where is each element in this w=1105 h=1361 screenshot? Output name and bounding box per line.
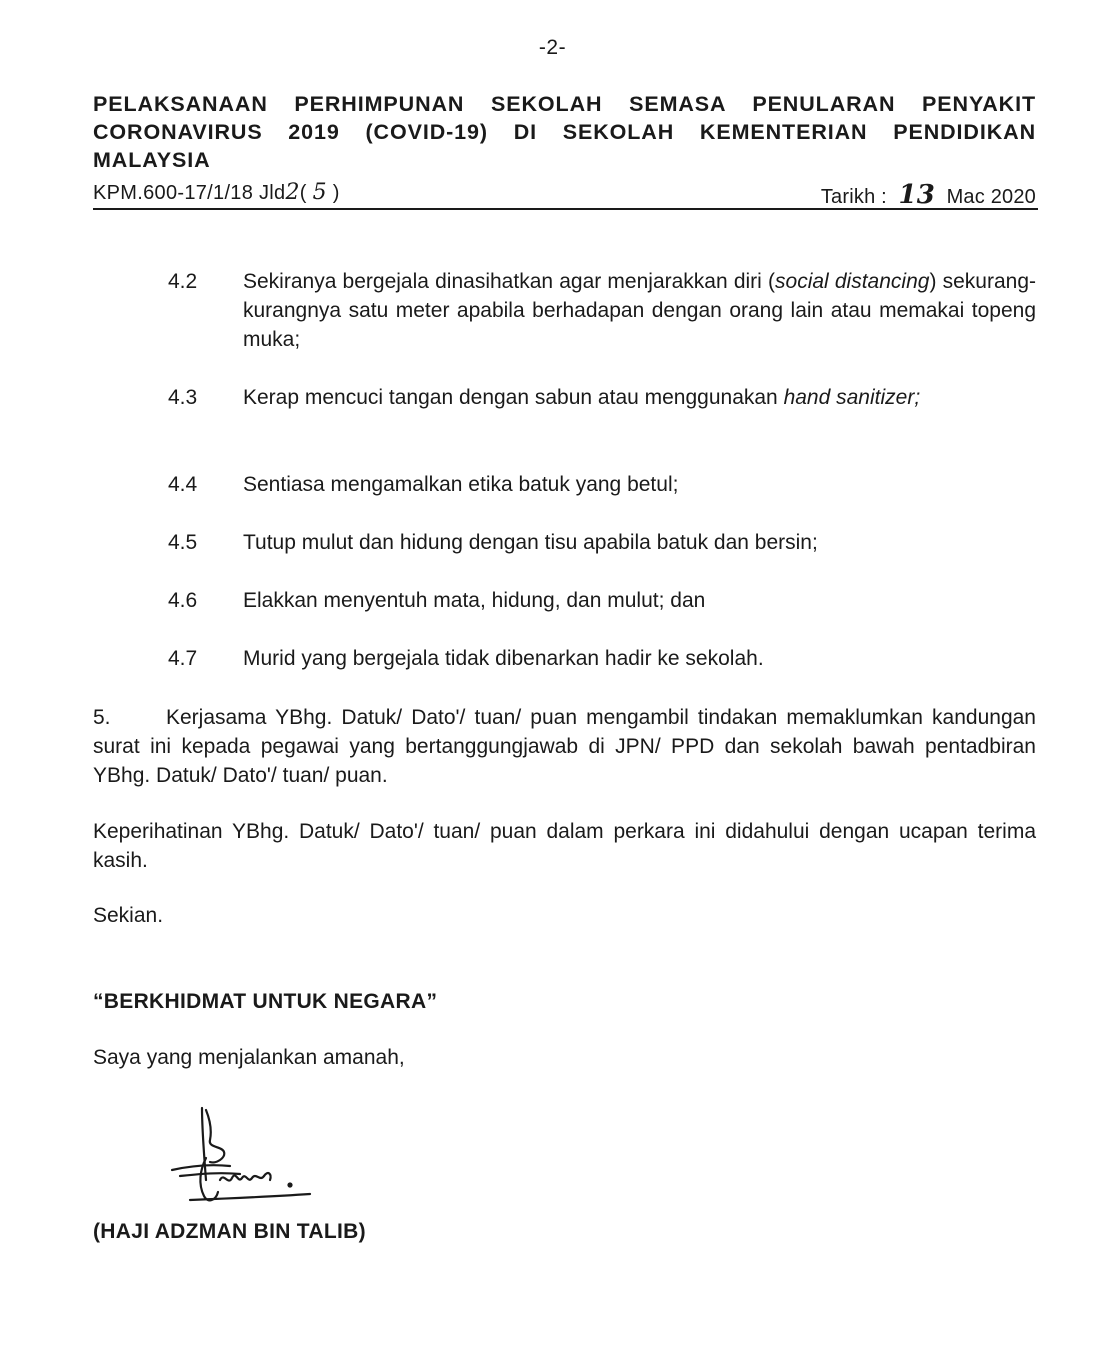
paragraph-text: Kerjasama YBhg. Datuk/ Dato'/ tuan/ puan mengambil tindakan memaklumkan kandungan surat ini kepada pegawai yang bertanggungjawab di JPN/ PPD dan sekolah bawah pentadbiran YBhg. Datuk/ Dato'/ tuan/ puan.	[93, 706, 1036, 787]
signatory-name: (HAJI ADZMAN BIN TALIB)	[93, 1220, 366, 1243]
date-day-handwritten: 13	[898, 180, 936, 210]
reference-number-handwritten: 5	[312, 180, 327, 205]
page-number: -2-	[538, 36, 567, 59]
closing-paragraph: Keperihatinan YBhg. Datuk/ Dato'/ tuan/ puan dalam perkara ini didahului dengan ucapan terima kasih.	[93, 820, 1036, 872]
item-number: 4.5	[168, 531, 198, 554]
reference-prefix: KPM.600-17/1/18 Jld	[93, 182, 286, 204]
reference-line	[93, 174, 1038, 210]
reference-number	[93, 180, 340, 205]
item-number: 4.4	[168, 473, 198, 496]
signature-image	[160, 1100, 320, 1220]
date-label: Tarikh :	[820, 186, 887, 208]
reference-close-paren: )	[332, 182, 340, 204]
document-title: PELAKSANAAN PERHIMPUNAN SEKOLAH SEMASA PENULARAN PENYAKIT CORONAVIRUS 2019 (COVID-19) DI SEKOLAH KEMENTERIAN PENDIDIKAN MALAYSIA	[93, 92, 1036, 172]
reference-volume-handwritten: 2	[285, 180, 300, 205]
reference-open-paren: (	[299, 182, 307, 204]
motto: “BERKHIDMAT UNTUK NEGARA”	[93, 990, 438, 1013]
trust-line: Saya yang menjalankan amanah,	[93, 1046, 405, 1069]
paragraph-5	[93, 703, 1036, 790]
item-number: 4.7	[168, 647, 198, 670]
date-month-year: Mac 2020	[946, 186, 1036, 208]
item-number: 4.3	[168, 386, 198, 409]
paragraph-number: 5.	[93, 706, 111, 729]
item-text: Elakkan menyentuh mata, hidung, dan mulut; dan	[243, 589, 706, 612]
item-text: Kerap mencuci tangan dengan sabun atau menggunakan hand sanitizer;	[243, 386, 921, 409]
item-number: 4.2	[168, 270, 198, 293]
item-text: Sentiasa mengamalkan etika batuk yang betul;	[243, 473, 679, 496]
sekian: Sekian.	[93, 904, 164, 927]
item-number: 4.6	[168, 589, 198, 612]
item-text: Sekiranya bergejala dinasihatkan agar menjarakkan diri (social distancing) sekurang-kurangnya satu meter apabila berhadapan dengan orang lain atau memakai topeng muka;	[243, 270, 1037, 351]
item-text: Murid yang bergejala tidak dibenarkan hadir ke sekolah.	[243, 647, 764, 670]
date	[821, 180, 1036, 210]
item-text: Tutup mulut dan hidung dengan tisu apabila batuk dan bersin;	[243, 531, 818, 554]
